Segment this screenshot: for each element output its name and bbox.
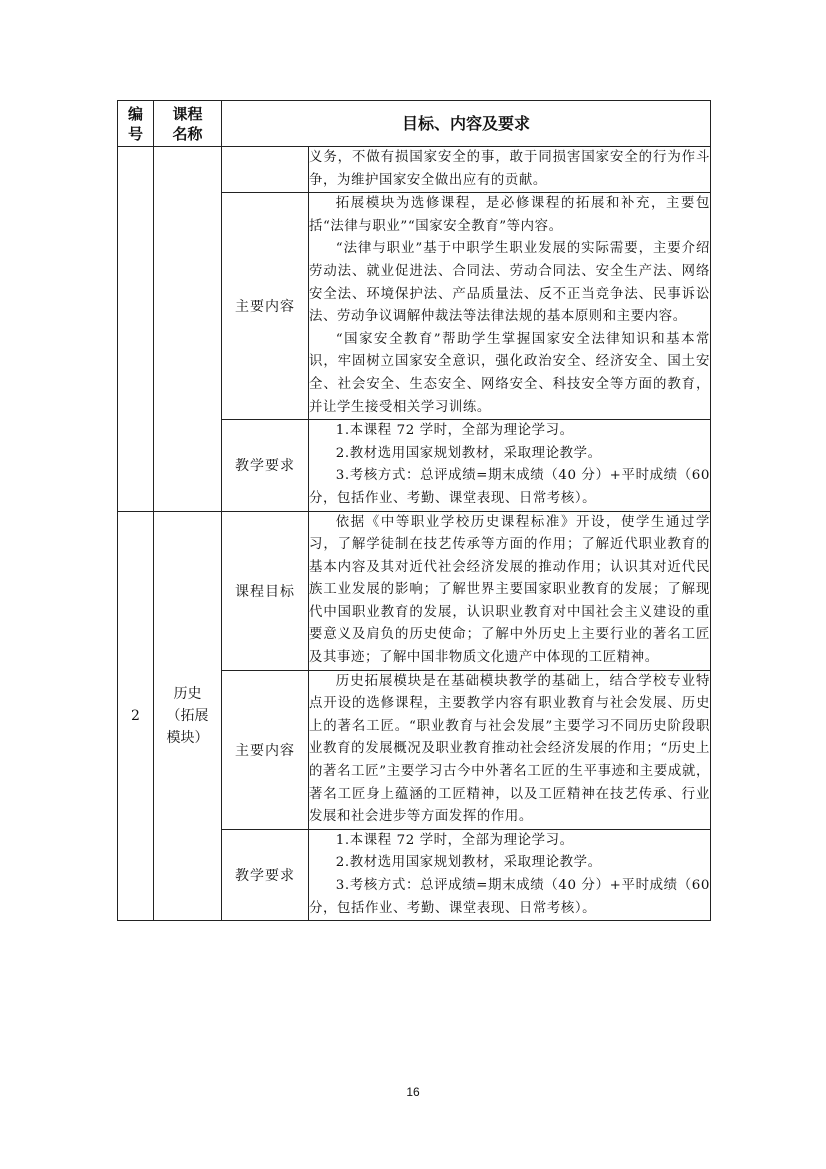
- list-item: 3.考核方式：总评成绩=期末成绩（40 分）+平时成绩（60 分，包括作业、考勤、课堂表现、日常考核）。: [309, 878, 711, 916]
- curriculum-table: [117, 100, 711, 921]
- empty-label-cell: [222, 147, 309, 193]
- empty-number-cell: [118, 147, 154, 512]
- empty-name-cell: [154, 147, 222, 512]
- course-name-text: 历史（拓展模块）: [166, 685, 209, 746]
- row-label-teaching-requirements: 教学要求: [222, 420, 309, 511]
- table-row: [118, 511, 711, 670]
- list-item: 2.教材选用国家规划教材，采取理论教学。: [335, 445, 602, 461]
- course-number: 2: [118, 511, 154, 921]
- header-content: 目标、内容及要求: [222, 101, 711, 147]
- row-label-main-content: 主要内容: [222, 670, 309, 829]
- header-number: 编号: [118, 101, 154, 147]
- list-item: 3.考核方式：总评成绩=期末成绩（40 分）+平时成绩（60 分，包括作业、考勤、课堂表现、日常考核）。: [309, 468, 711, 506]
- row-label-teaching-requirements: 教学要求: [222, 829, 309, 920]
- course-goal-text: [309, 511, 711, 670]
- teaching-requirements-text: [309, 829, 711, 920]
- main-content-text: [309, 193, 711, 420]
- paragraph: 拓展模块为选修课程，是必修课程的拓展和补充，主要包括“法律与职业”“国家安全教育”等内容。: [309, 196, 711, 234]
- teaching-requirements-text: [309, 420, 711, 511]
- table-row: [118, 147, 711, 193]
- list-item: 1.本课程 72 学时，全部为理论学习。: [335, 832, 574, 848]
- paragraph: “法律与职业”基于中职学生职业发展的实际需要，主要介绍劳动法、就业促进法、合同法、劳动合同法、安全生产法、网络安全法、环境保护法、产品质量法、反不正当竞争法、民事诉讼法、劳动争议调解仲裁法等法律法规的基本原则和主要内容。: [309, 241, 711, 325]
- continued-paragraph: 义务，不做有损国家安全的事，敢于同损害国家安全的行为作斗争，为维护国家安全做出应有的贡献。: [309, 150, 711, 188]
- paragraph: 依据《中等职业学校历史课程标准》开设，使学生通过学习，了解学徒制在技艺传承等方面的作用；了解近代职业教育的基本内容及其对近代社会经济发展的推动作用；认识其对近代民族工业发展的影响；了解世界主要国家职业教育的发展；了解现代中国职业教育的发展，认识职业教育对中国社会主义建设的重要意义及肩负的历史使命；了解中外历史上主要行业的著名工匠及其事迹；了解中国非物质文化遗产中体现的工匠精神。: [309, 514, 711, 666]
- list-item: 2.教材选用国家规划教材，采取理论教学。: [335, 855, 602, 871]
- row-label-main-content: 主要内容: [222, 193, 309, 420]
- paragraph: “国家安全教育”帮助学生掌握国家安全法律知识和基本常识，牢固树立国家安全意识，强化政治安全、经济安全、国土安全、社会安全、生态安全、网络安全、科技安全等方面的教育，并让学生接受相关学习训练。: [309, 331, 711, 415]
- course-name: [154, 511, 222, 921]
- table-header-row: [118, 101, 711, 147]
- paragraph: 历史拓展模块是在基础模块教学的基础上，结合学校专业特点开设的选修课程，主要教学内容有职业教育与社会发展、历史上的著名工匠。“职业教育与社会发展”主要学习不同历史阶段职业教育的发展概况及职业教育推动社会经济发展的作用；“历史上的著名工匠”主要学习古今中外著名工匠的生平事迹和主要成就，著名工匠身上蕴涵的工匠精神，以及工匠精神在技艺传承、行业发展和社会进步等方面发挥的作用。: [309, 673, 711, 825]
- continued-text: [309, 147, 711, 193]
- row-label-course-goal: 课程目标: [222, 511, 309, 670]
- main-content-text: [309, 670, 711, 829]
- header-course-name: 课程名称: [154, 101, 222, 147]
- list-item: 1.本课程 72 学时，全部为理论学习。: [335, 423, 574, 439]
- page-number: 16: [406, 1085, 420, 1099]
